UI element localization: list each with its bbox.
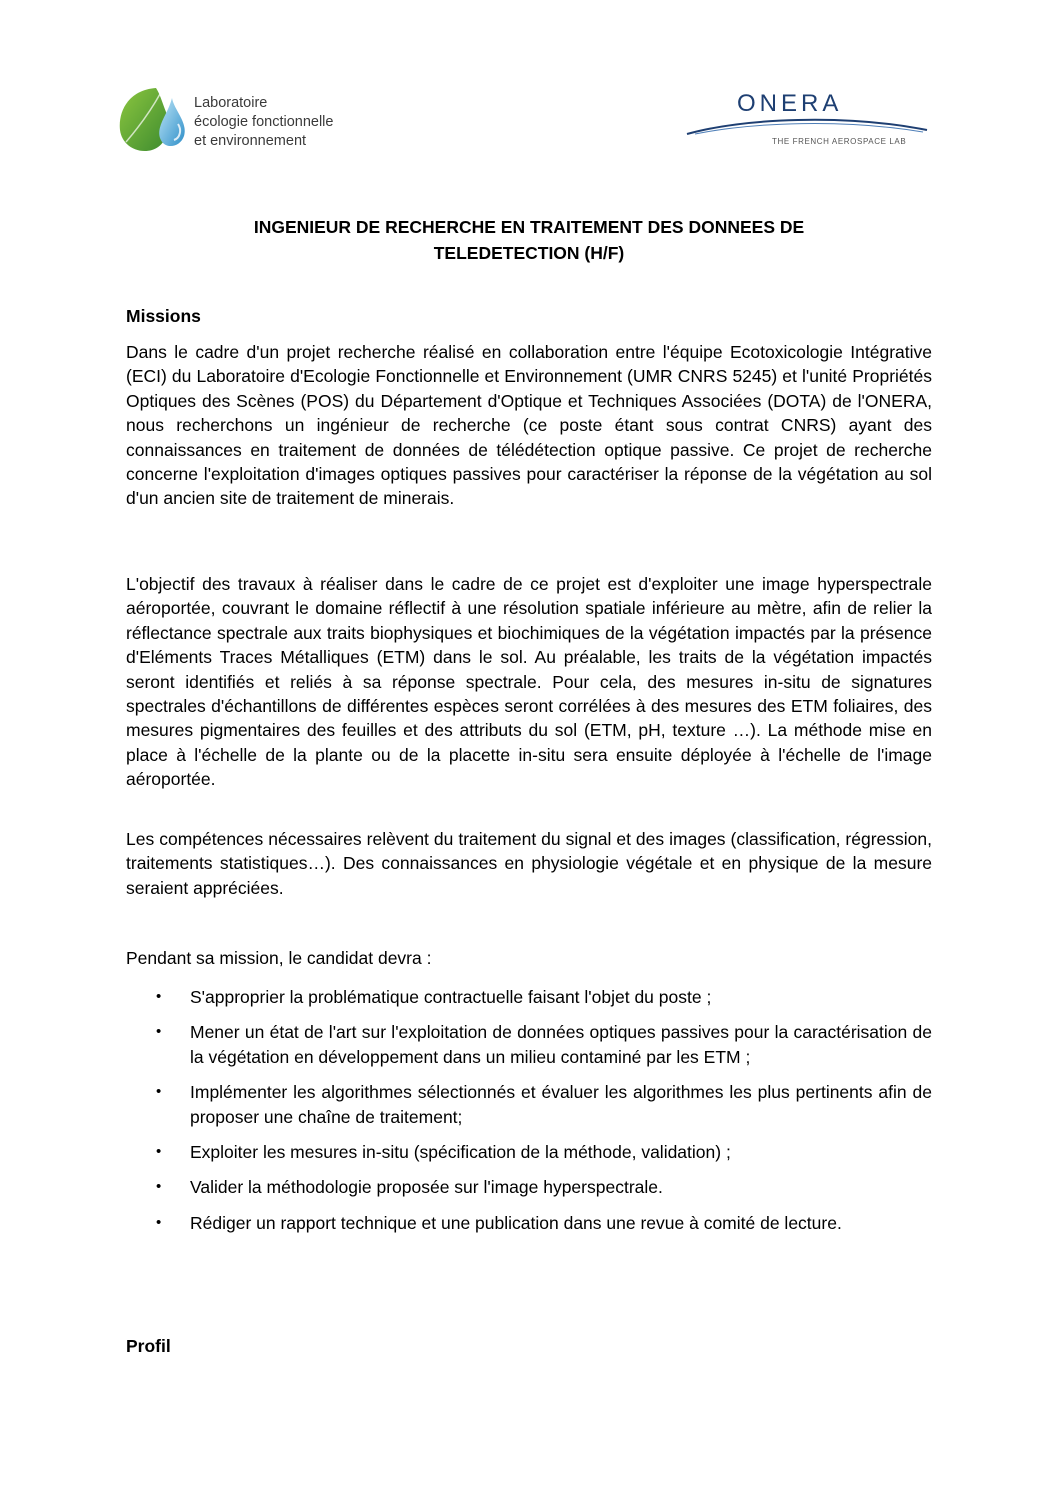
list-item bbox=[126, 1020, 932, 1069]
list-item bbox=[126, 1080, 932, 1129]
list-item bbox=[126, 1175, 932, 1199]
profil-heading: Profil bbox=[126, 1336, 171, 1356]
missions-paragraph: Dans le cadre d'un projet recherche réalisé en collaboration entre l'équipe Ecotoxicologie Intégrative (ECI) du Laboratoire d'Ecologie Fonctionnelle et Environnement (UMR CNRS 5245) et l'unité Propriétés Optiques des Scènes (POS) du Département d'Optique et Techniques Associées (DOTA) de l'ONERA, nous recherchons un ingénieur de recherche (ce poste étant sous contrat CNRS) ayant des connaissances en traitement de données de télédétection optique passive. Ce projet de recherche concerne l'exploitation d'images optiques passives pour caractériser la réponse de la végétation au sol d'un ancien site de traitement de minerais. bbox=[126, 342, 932, 509]
list-item bbox=[126, 1140, 932, 1164]
missions-paragraph: L'objectif des travaux à réaliser dans le cadre de ce projet est d'exploiter une image hyperspectrale aéroportée, couvrant le domaine réflectif à une résolution spatiale inférieure au mètre, afin de relier la réflectance spectrale aux traits biophysiques et biochimiques de la végétation impactés par la présence d'Eléments Traces Métalliques (ETM) dans le sol. Au préalable, les traits de la végétation impactés seront identifiés et reliés à sa réponse spectrale. Pour cela, des mesures in-situ de signatures spectrales d'échantillons de différentes espèces seront corrélées à des mesures des ETM foliaires, des mesures pigmentaires des feuilles et des attributs du sol (ETM, pH, texture …). La méthode mise en place à l'échelle de la plante ou de la placette in-situ sera ensuite déployée à l'échelle de l'image aéroportée. bbox=[126, 574, 932, 790]
job-title bbox=[126, 214, 932, 266]
missions-heading: Missions bbox=[126, 306, 201, 326]
job-title-line: TELEDETECTION (H/F) bbox=[433, 243, 625, 263]
list-item-text: Exploiter les mesures in-situ (spécification de la méthode, validation) ; bbox=[190, 1142, 731, 1163]
missions-intro: Pendant sa mission, le candidat devra : bbox=[126, 948, 432, 968]
lab-name-line: écologie fonctionnelle bbox=[194, 114, 334, 130]
lab-name bbox=[194, 94, 333, 151]
bullet-icon: • bbox=[156, 1213, 162, 1231]
bullet-icon: • bbox=[156, 988, 162, 1005]
list-item-text: Rédiger un rapport technique et une publication dans une revue à comité de lecture. bbox=[190, 1212, 842, 1233]
list-item bbox=[126, 1211, 932, 1235]
onera-logo bbox=[685, 90, 930, 152]
lab-name-line: Laboratoire bbox=[194, 95, 268, 111]
bullet-icon: • bbox=[156, 1178, 162, 1196]
bullet-icon: • bbox=[156, 1143, 162, 1161]
list-item bbox=[126, 985, 932, 1009]
leaf-drop-icon bbox=[116, 84, 194, 156]
missions-paragraph: Les compétences nécessaires relèvent du traitement du signal et des images (classification, régression, traitements statistiques…). Des connaissances en physiologie végétale et en physique de la mesure seraient appréciées. bbox=[126, 829, 932, 898]
list-item-text: S'approprier la problématique contractuelle faisant l'objet du poste ; bbox=[190, 987, 712, 1007]
bullet-icon: • bbox=[156, 1083, 162, 1101]
onera-swoosh-icon bbox=[685, 114, 930, 136]
lab-logo bbox=[116, 84, 376, 156]
job-title-line: INGENIEUR DE RECHERCHE EN TRAITEMENT DES DONNEES DE bbox=[253, 217, 805, 237]
list-item-text: Implémenter les algorithmes sélectionnés et évaluer les algorithmes les plus pertinents afin de proposer une chaîne de traitement; bbox=[190, 1082, 932, 1127]
bullet-icon: • bbox=[156, 1023, 162, 1041]
list-item-text: Mener un état de l'art sur l'exploitation de données optiques passives pour la caractérisation de la végétation en développement dans un milieu contaminé par les ETM ; bbox=[190, 1022, 932, 1067]
task-list bbox=[126, 985, 932, 1235]
lab-name-line: et environnement bbox=[194, 133, 307, 149]
onera-tagline: THE FRENCH AEROSPACE LAB bbox=[772, 137, 907, 146]
list-item-text: Valider la méthodologie proposée sur l'image hyperspectrale. bbox=[190, 1177, 663, 1198]
onera-wordmark: ONERA bbox=[737, 90, 843, 117]
